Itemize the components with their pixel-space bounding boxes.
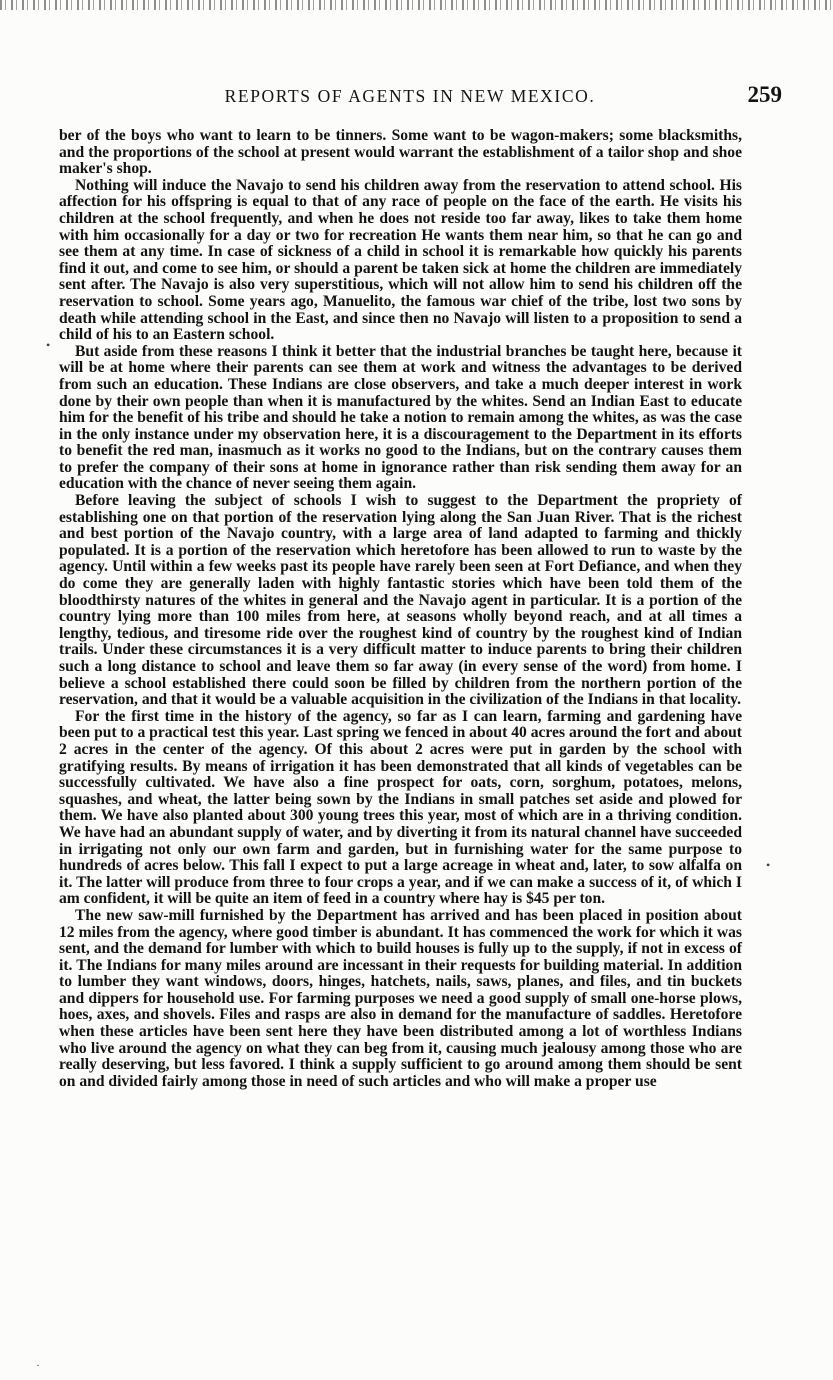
paragraph-1: ber of the boys who want to learn to be tinners. Some want to be wagon-makers; some blacksmiths, and the proportions of the school at present would warrant the establishment of a tailor shop and shoe maker's shop.: [59, 127, 742, 178]
scanned-top-edge: [0, 0, 833, 10]
margin-speck: •: [766, 858, 771, 872]
page-number: 259: [747, 82, 782, 107]
paragraph-3: But aside from these reasons I think it better that the industrial branches be taught here, because it will be at home where their parents can see them at work and witness the advantages to be derived from such an education. These Indians are close observers, and take a much deeper interest in work done by their own people than when it is manufactured by the whites. Send an Indian East to educate him for the benefit of his tribe and should he take a notion to remain among the whites, as was the case in the only instance under my observation here, it is a discouragement to the Department in its efforts to benefit the red man, inasmuch as it works no good to the Indians, but on the contrary causes them to prefer the company of their sons at home in ignorance rather than risk sending them away for an education with the chance of never seeing them again.: [59, 342, 742, 493]
paragraph-6: The new saw-mill furnished by the Department has arrived and has been placed in position about 12 miles from the agency, where good timber is abundant. It has commenced the work for which it was sent, and the demand for lumber with which to build houses is fully up to the supply, if not in excess of it. The Indians for many miles around are incessant in their requests for building material. In addition to lumber they want windows, doors, hinges, hatchets, nails, saws, planes, and files, and tin buckets and dippers for household use. For farming purposes we need a good supply of small one-horse plows, hoes, axes, and shovels. Files and rasps are also in demand for the manufacture of saddles. Heretofore when these articles have been sent here they have been distributed among a lot of worthless Indians who live around the agency on what they can beg from it, causing much jealousy among those who are really deserving, but less favored. I think a supply sufficient to go around among them should be sent on and divided fairly among those in need of such articles and who will make a proper use: [59, 906, 742, 1090]
paragraph-5: For the first time in the history of the agency, so far as I can learn, farming and gardening have been put to a practical test this year. Last spring we fenced in about 40 acres around the fort and about 2 acres in the center of the agency. Of this about 2 acres were put in garden by the school with gratifying results. By means of irrigation it has been demonstrated that all kinds of vegetables can be successfully cultivated. We have also a fine prospect for oats, corn, sorghum, potatoes, melons, squashes, and wheat, the latter being sown by the Indians in small patches set aside and plowed for them. We have also planted about 300 young trees this year, most of which are in a thriving condition. We have had an abundant supply of water, and by diverting it from its natural channel have succeeded in irrigating not only our own farm and garden, but in furnishing water for the same purpose to hundreds of acres below. This fall I expect to put a large acreage in wheat and, later, to sow alfalfa on it. The latter will produce from three to four crops a year, and if we can make a success of it, of which I am confident, it will be quite an item of feed in a country where hay is $45 per ton.: [59, 707, 742, 908]
margin-speck: •: [46, 338, 51, 352]
margin-speck: ·: [36, 1358, 40, 1372]
page-header: [60, 82, 782, 110]
running-head: REPORTS OF AGENTS IN NEW MEXICO.: [224, 86, 596, 106]
paragraph-2: Nothing will induce the Navajo to send his children away from the reservation to attend school. His affection for his offspring is equal to that of any race of people on the face of the earth. He visits his children at the school frequently, and when he does not reside too far away, likes to take them home with him occasionally for a day or two for recreation He wants them near him, so that he can go and see them at any time. In case of sickness of a child in school it is remarkable how quickly his parents find it out, and come to see him, or should a parent be taken sick at home the children are immediately sent after. The Navajo is also very superstitious, which will not allow him to send his children off the reservation to school. Some years ago, Manuelito, the famous war chief of the tribe, lost two sons by death while attending school in the East, and since then no Navajo will listen to a proposition to send a child of his to an Eastern school.: [59, 176, 742, 344]
body-text: [59, 128, 742, 1090]
paragraph-4: Before leaving the subject of schools I wish to suggest to the Department the propriety of establishing one on that portion of the reservation lying along the San Juan River. That is the richest and best portion of the Navajo country, with a large area of land adapted to farming and thickly populated. It is a portion of the reservation which heretofore has been allowed to run to waste by the agency. Until within a few weeks past its people have rarely been seen at Fort Defiance, and when they do come they are generally laden with highly fantastic stories which have been told them of the bloodthirsty natures of the whites in general and the Navajo agent in particular. It is a portion of the country lying more than 100 miles from here, at seasons wholly beyond reach, and at all times a lengthy, tedious, and tiresome ride over the roughest kind of country by the roughest kind of Indian trails. Under these circumstances it is a very difficult matter to induce parents to bring their children such a long distance to school and leave them so far away (in every sense of the word) from home. I believe a school established there could soon be filled by children from the northern portion of the reservation, and that it would be a valuable acquisition in the civilization of the Indians in that locality.: [59, 492, 742, 709]
